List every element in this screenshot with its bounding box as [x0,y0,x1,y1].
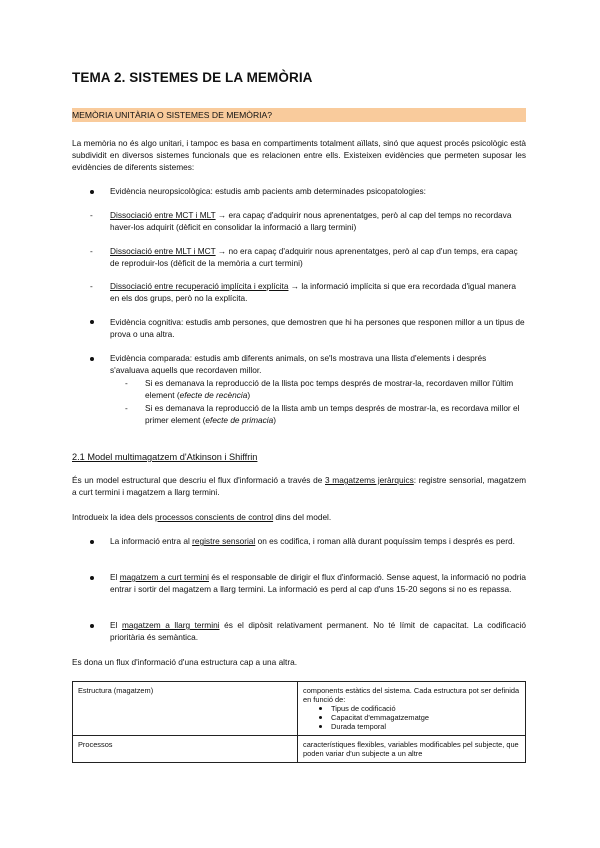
list-item [331,722,520,731]
bullet-icon [90,357,94,361]
sub-item-recency-end: ) [247,390,251,400]
bullet-sensory-term: registre sensorial [192,536,256,546]
table-cell: característiques flexibles, variables modificables pel subjecte, que poden variar d'un subjecte a un altre [298,736,526,763]
sub-item-recency-text: Si es demanava la reproducció de la llista poc temps després de mostrar-la, recordaven millor l'últim element ( [145,378,514,400]
dash-icon: - [90,210,93,220]
model-paragraph [72,474,526,498]
section-heading: MEMÒRIA UNITÀRIA O SISTEMES DE MEMÒRIA? [72,108,526,122]
dash-item-1-text: → era capaç d'adquirir nous aprenentatges, però al cap del temps no recordava haver-los adquirit (dèficit en consolidar la informació a llarg termini) [110,210,512,232]
structures-table [72,681,526,763]
bullet-long-term-a: El [110,620,122,630]
bullet-sensory-a: La informació entra al [110,536,193,546]
bullet-sensory-register [110,535,526,547]
sub-item-recency-term: efecte de recència [179,390,248,400]
bullet-neuropsychological: Evidència neuropsicològica: estudis amb pacients amb determinades psicopatologies: [110,186,426,196]
sub-item-primacy-term: efecte de primacia [205,415,274,425]
bullet-icon [90,190,94,194]
dash-item-2 [110,245,526,269]
bullet-short-term-term: magatzem a curt termini [119,572,209,582]
table-cell: Estructura (magatzem) [73,682,298,736]
bullet-icon [319,707,322,710]
dash-icon: - [90,246,93,256]
dash-item-1 [110,209,526,233]
flux-paragraph: Es dona un flux d'informació d'una estructura cap a una altra. [72,657,298,667]
list-item-text: Durada temporal [331,722,387,731]
model-paragraph-term: 3 magatzems jeràrquics [325,475,414,485]
dash-item-2-term: Dissociació entre MLT i MCT [110,246,216,256]
bullet-icon [90,320,94,324]
bullet-icon [319,725,322,728]
dash-item-3 [110,280,526,304]
table-cell [298,682,526,736]
bullet-long-term-b: és el dipòsit relativament permanent. No té límit de capacitat. La codificació prioritària és semàntica. [110,620,526,642]
bullet-sensory-b: on es codifica, i roman allà durant poquíssim temps i després es perd. [255,536,515,546]
list-item-text: Capacitat d'emmagatzematge [331,713,429,722]
bullet-icon [319,716,322,719]
dash-item-1-term: Dissociació entre MCT i MLT [110,210,216,220]
bullet-icon [90,624,94,628]
table-cell-list [303,704,520,731]
control-paragraph-term: processos conscients de control [155,512,274,522]
bullet-short-term-b: és el responsable de dirigir el flux d'informació. Sense aquest, la informació no podria entrar i sortir del magatzem a llarg termini. La informació es perd al cap d'uns 15-20 segons si no es repassa. [110,572,526,594]
list-item [331,704,520,713]
dash-item-3-text: → la informació implícita si que era recordada d'igual manera en els dos grups, però no la explícita. [110,281,517,303]
table-row [73,736,526,763]
page-title: TEMA 2. SISTEMES DE LA MEMÒRIA [72,70,313,85]
control-paragraph-b: dins del model. [273,512,332,522]
control-paragraph-a: Introdueix la idea dels [72,512,156,522]
dash-icon: - [90,281,93,291]
dash-item-3-term: Dissociació entre recuperació implícita i explícita [110,281,289,291]
model-paragraph-b: : registre sensorial, magatzem a curt termini i magatzem a llarg termini. [72,475,526,497]
table-cell-text: components estàtics del sistema. Cada estructura pot ser definida en funció de: [303,686,520,704]
bullet-short-term-a: El [110,572,120,582]
sub-item-primacy-end: ) [273,415,276,425]
intro-paragraph: La memòria no és algo unitari, i tampoc es basa en compartiments totalment aïllats, sinó que aquest procés psicològic està subdividit en diversos sistemes funcionals que es relacionen entre ells. Existeixen evidències que permeten suposar les evidències de diferents sistemes: [72,138,526,172]
bullet-long-term [110,619,526,643]
bullet-icon [90,540,94,544]
table-row [73,682,526,736]
list-item-text: Tipus de codificació [331,704,396,713]
bullet-cognitive: Evidència cognitiva: estudis amb persones, que demostren que hi ha persones que responen millor a un tipus de prova o una altra. [110,317,525,339]
bullet-short-term [110,571,526,595]
subsection-heading: 2.1 Model multimagatzem d'Atkinson i Shiffrin [72,452,258,462]
table-cell: Processos [73,736,298,763]
list-item [331,713,520,722]
bullet-comparative: Evidència comparada: estudis amb diferents animals, on se'ls mostrava una llista d'elements i després s'avaluava aquells que recordaven millor. [110,353,487,375]
bullet-long-term-term: magatzem a llarg termini [121,620,220,630]
bullet-icon [90,576,94,580]
dash-icon: - [125,378,128,388]
dash-item-2-text: → no era capaç d'adquirir nous aprenentatges, però al cap d'un temps, era capaç de reproduir-los (dèficit de la memòria a curt termini) [110,246,518,268]
sub-item-primacy [145,402,526,426]
model-paragraph-a: És un model estructural que descriu el flux d'informació a través de [72,475,326,485]
sub-item-recency [145,377,526,401]
dash-icon: - [125,403,128,413]
sub-item-primacy-text: Si es demanava la reproducció de la llista amb un temps després de mostrar-la, es recordava millor el primer element ( [145,403,520,425]
control-paragraph [72,511,526,523]
